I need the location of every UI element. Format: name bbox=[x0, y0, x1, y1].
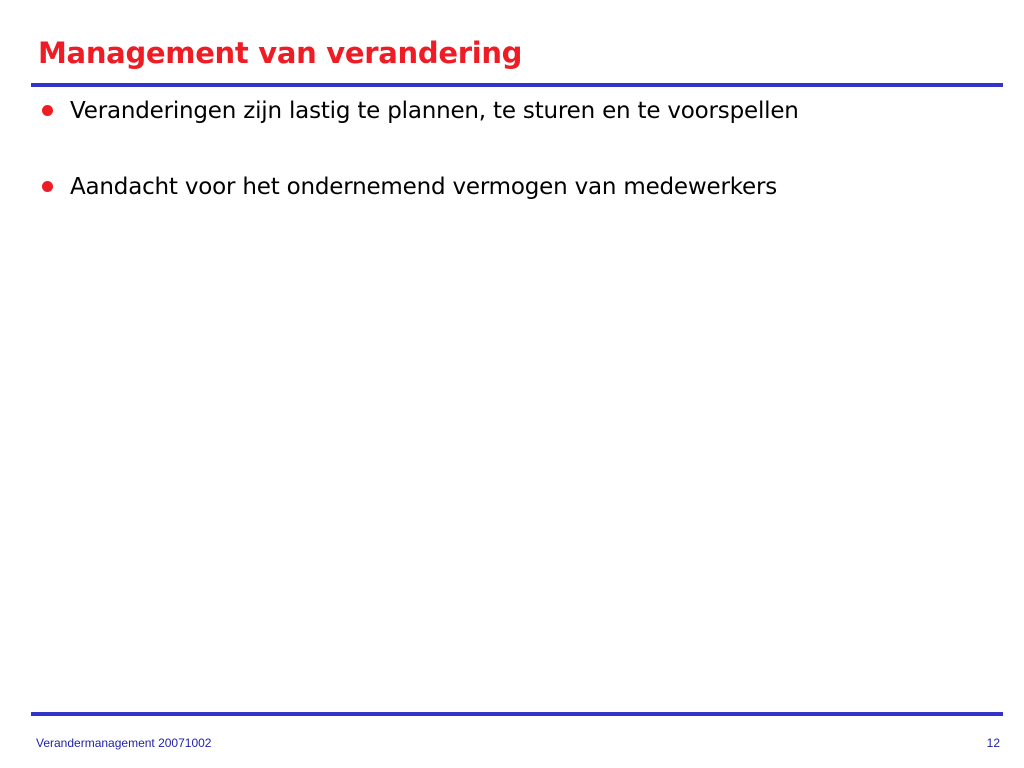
slide-title: Management van verandering bbox=[38, 36, 523, 70]
title-divider bbox=[31, 83, 1003, 87]
footer-caption: Verandermanagement 20071002 bbox=[36, 736, 212, 750]
bullet-text: Veranderingen zijn lastig te plannen, te sturen en te voorspellen bbox=[70, 98, 799, 124]
bullet-text: Aandacht voor het ondernemend vermogen van medewerkers bbox=[70, 174, 777, 200]
footer-divider bbox=[31, 712, 1003, 716]
bullet-dot-icon bbox=[42, 181, 53, 192]
page-number: 12 bbox=[986, 736, 1000, 750]
bullet-dot-icon bbox=[42, 105, 53, 116]
